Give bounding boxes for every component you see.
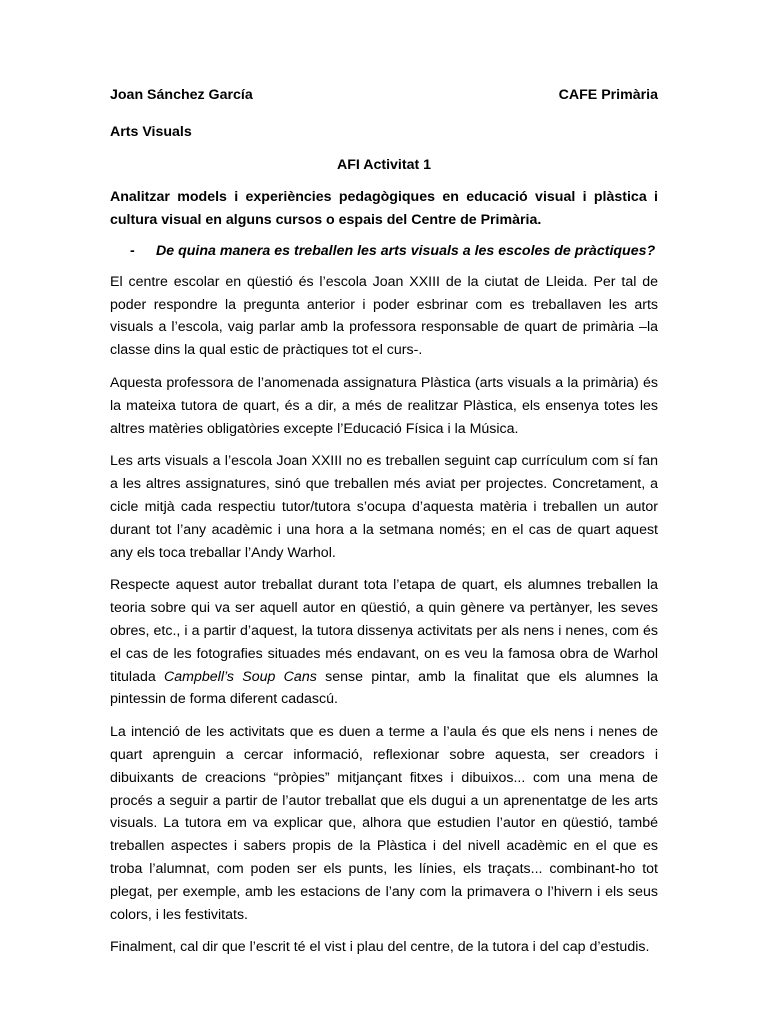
objective-statement: Analitzar models i experiències pedagògiques en educació visual i plàstica i cultura visual en alguns cursos o espais del Centre de Primària.	[110, 189, 658, 229]
paragraph-warhol-activity	[110, 574, 658, 711]
guiding-question	[110, 240, 658, 263]
document-header	[110, 84, 658, 107]
artwork-title: Campbell’s Soup Cans	[164, 668, 317, 685]
document-body	[110, 84, 658, 959]
author-name: Joan Sánchez García	[110, 87, 253, 103]
activity-title: AFI Activitat 1	[336, 156, 432, 173]
paragraph-projects: Les arts visuals a l’escola Joan XXIII no es treballen seguint cap currículum com sí fan a les altres assignatures, sinó que treballen més aviat per projectes. Concretament, a cicle mitjà cada respectiu tutor/tutora s’ocupa d’aquesta matèria i treballen un autor durant tot l’any acadèmic i una hora a la setmana només; en el cas de quart aquest any els toca treballar l’Andy Warhol.	[110, 453, 658, 561]
paragraph-teacher-role: Aquesta professora de l’anomenada assignatura Plàstica (arts visuals a la primària) és la mateixa tutora de quart, és a dir, a més de realitzar Plàstica, els ensenya totes les altres matèries obligatòries excepte l’Educació Física i la Música.	[110, 374, 658, 437]
question-text: De quina manera es treballen les arts visuals a les escoles de pràctiques?	[156, 242, 656, 259]
question-bullet: -	[130, 242, 135, 259]
paragraph-warhol-text-end: sense pintar, amb la finalitat que els alumnes la pintessin de forma diferent cadascú.	[110, 668, 658, 708]
paragraph-school-context: El centre escolar en qüestió és l’escola Joan XXIII de la ciutat de Lleida. Per tal de poder respondre la pregunta anterior i poder esbrinar com es treballaven les arts visuals a l’escola, vaig parlar amb la professora responsable de quart de primària –la classe dins la qual estic de pràctiques tot el curs-.	[110, 273, 658, 359]
paragraph-warhol-text-start: Respecte aquest autor treballat durant tota l’etapa de quart, els alumnes treballen la teoria sobre qui va ser aquell autor en qüestió, a quin gènere va pertànyer, les seves obres, etc., i a partir d’aquest, la tutora dissenya activitats per als nens i nenes, com és el cas de les fotografies situades més endavant, on es veu la famosa obra de Warhol titulada	[110, 577, 658, 685]
paragraph-activity-intent: La intenció de les activitats que es duen a terme a l’aula és que els nens i nenes de quart aprenguin a cercar informació, reflexionar sobre aquesta, ser creadors i dibuixants de creacions “pròpies” mitjançant fitxes i dibuixos... com una mena de procés a seguir a partir de l’autor treballat que els dugui a un aprenentatge de les arts visuals. La tutora em va explicar que, alhora que estudien l’autor en qüestió, també treballen aspectes i sabers propis de la Plàstica i del nivell acadèmic en el que es troba l’alumnat, com poden ser els punts, les línies, els traçats... combinant-ho tot plegat, per exemple, amb les estacions de l’any com la primavera o l’hivern i els seus colors, i les festivitats.	[110, 724, 658, 923]
course-name: CAFE Primària	[558, 87, 658, 103]
subject-title: Arts Visuals	[110, 123, 192, 140]
paragraph-conclusion: Finalment, cal dir que l’escrit té el vist i plau del centre, de la tutora i del cap d’estudis.	[110, 939, 650, 956]
